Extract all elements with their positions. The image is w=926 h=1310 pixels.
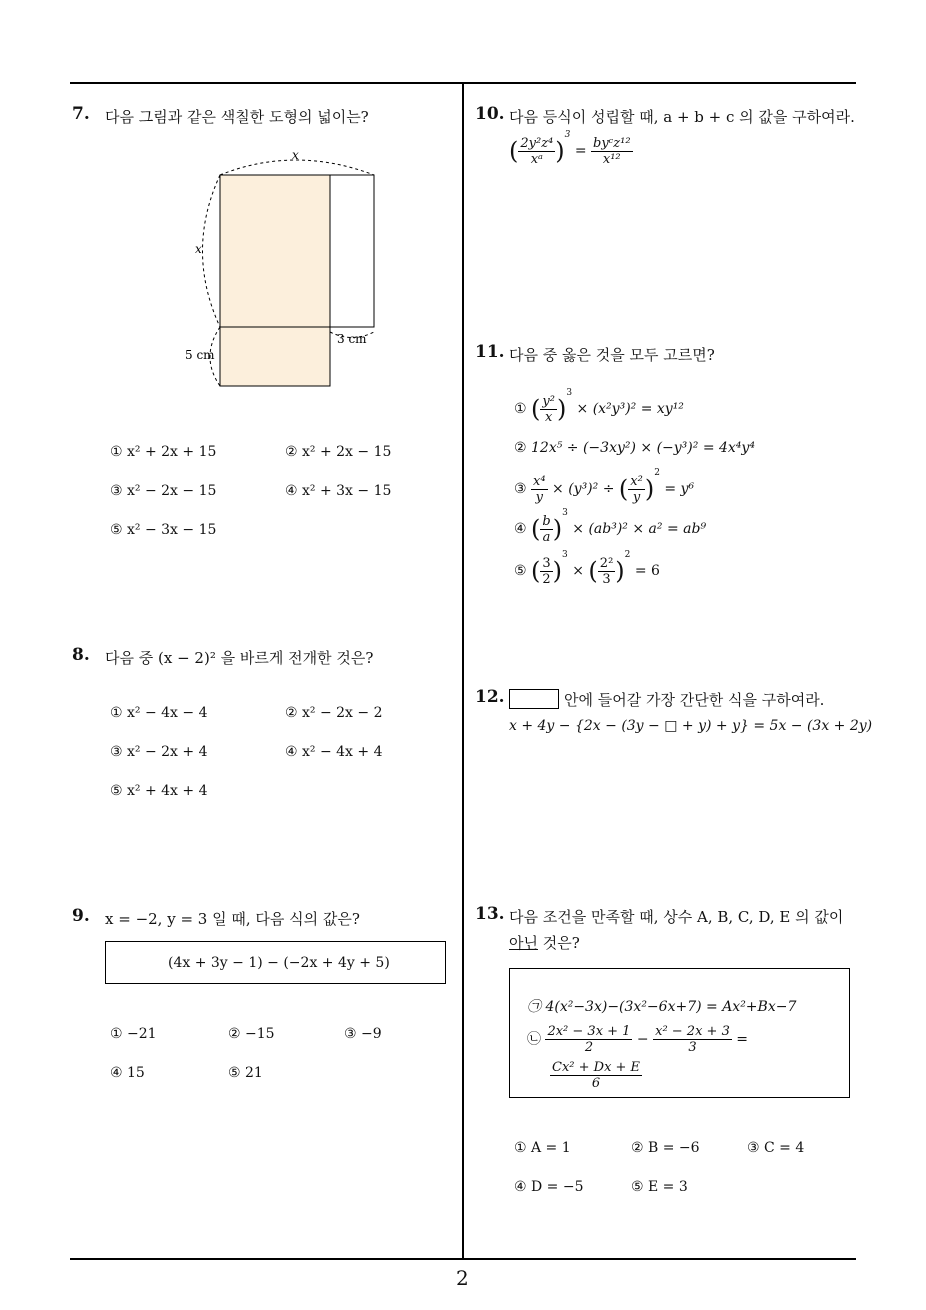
q11-o1-pow: 3 [566, 388, 573, 398]
q13-c2-f3den: 6 [591, 1076, 601, 1091]
q13-c2-f1num: 2x² − 3x + 1 [547, 1024, 631, 1039]
q12-number: 12. [475, 687, 505, 707]
q11-o3-f2num: x² [630, 473, 643, 489]
q13-option-5[interactable]: ⑤ E = 3 [631, 1179, 688, 1195]
q11-o5-rest: = 6 [634, 563, 660, 579]
q11-o5-mark: ⑤ [514, 563, 527, 579]
q10-rhs-den: x¹² [602, 151, 621, 167]
q9-option-3[interactable]: ③ −9 [344, 1026, 382, 1042]
q13-c2-f1den: 2 [584, 1040, 594, 1055]
q11-o3-mid: × (y³)² ÷ [552, 481, 615, 497]
q10-rhs-num: byᶜz¹² [593, 135, 631, 151]
q13-option-1[interactable]: ① A = 1 [514, 1140, 571, 1156]
bottom-rule [70, 1258, 856, 1260]
q8-option-1[interactable]: ① x² − 4x − 4 [110, 705, 208, 721]
q11-o3-mark: ③ [514, 481, 527, 497]
q11-o1-fnum: y² [542, 393, 555, 409]
q13-text2: 것은? [537, 934, 580, 952]
q8-option-5[interactable]: ⑤ x² + 4x + 4 [110, 783, 208, 799]
shaded-region [220, 175, 330, 386]
q10-lhs-num: 2y²z⁴ [520, 135, 554, 151]
q11-o5-f1den: 2 [542, 571, 551, 587]
q9-text: x = −2, y = 3 일 때, 다음 식의 값은? [105, 910, 360, 928]
q13-c2-f3num: Cx² + Dx + E [552, 1060, 641, 1075]
q9-option-4[interactable]: ④ 15 [110, 1065, 145, 1081]
label-x-left: x [195, 242, 202, 256]
q10-equation: ( $\frac{\text{2y²z⁴}}{\text{xᵃ}}$ )$^3$ = $\frac{\text{byᶜz¹²}}{\text{x¹²}}$ [509, 130, 631, 167]
column-divider [462, 82, 464, 1258]
q13-option-4[interactable]: ④ D = −5 [514, 1179, 584, 1195]
q13-condition-2-rhs [550, 1060, 642, 1091]
q11-o5-f1num: 3 [542, 555, 551, 571]
q9-option-2[interactable]: ② −15 [228, 1026, 275, 1042]
q7-text: 다음 그림과 같은 색칠한 도형의 넓이는? [105, 108, 369, 126]
q13-text: 다음 조건을 만족할 때, 상수 A, B, C, D, E 의 값이 [509, 908, 844, 926]
q11-o1-mark: ① [514, 401, 527, 417]
q11-option-3[interactable]: ③ $\frac{\text{x⁴}}{y}$ × (y³)² ÷ ( $\frac{\text{x²}}{y}$ )$^2$ = y⁶ [514, 468, 695, 505]
q11-o2-mark: ② [514, 440, 527, 456]
q11-o5-pow2: 2 [624, 550, 631, 560]
q13-text-line2 [509, 932, 580, 953]
q11-text: 다음 중 옳은 것을 모두 고르면? [509, 346, 715, 364]
q7-option-4[interactable]: ④ x² + 3x − 15 [285, 483, 392, 499]
label-5cm: 5 cm [185, 348, 215, 362]
q9-option-1[interactable]: ① −21 [110, 1026, 157, 1042]
q8-number: 8. [72, 645, 90, 665]
q13-c2-mark: ㉡ [527, 1031, 541, 1048]
q11-o1-fden: x [545, 409, 553, 425]
q13-option-3[interactable]: ③ C = 4 [747, 1140, 805, 1156]
q13-c2-eq: = [736, 1031, 749, 1048]
q11-o5-f2num: 2² [599, 555, 614, 571]
q11-o2-rest: 12x⁵ ÷ (−3xy²) × (−y³)² = 4x⁴y⁴ [531, 440, 755, 456]
q13-c2-f2num: x² − 2x + 3 [655, 1024, 730, 1039]
label-x-top: x [292, 148, 299, 162]
q11-o4-rest: × (ab³)² × a² = ab⁹ [572, 521, 707, 537]
q11-o4-fden: a [542, 529, 551, 545]
q9-option-5[interactable]: ⑤ 21 [228, 1065, 263, 1081]
q11-option-1[interactable]: ① ( $\frac{\text{y²}}{x}$ )$^3$ × (x²y³)² = xy¹² [514, 388, 684, 425]
q13-c2-minus: − [636, 1031, 649, 1048]
q11-o3-pow: 2 [654, 468, 660, 478]
q9-expression: (4x + 3y − 1) − (−2x + 4y + 5) [168, 955, 390, 971]
q8-option-2[interactable]: ② x² − 2x − 2 [285, 705, 383, 721]
q10-power: 3 [564, 130, 571, 140]
q11-o3-rest: = y⁶ [664, 481, 695, 497]
q7-option-5[interactable]: ⑤ x² − 3x − 15 [110, 522, 217, 538]
unshaded-region [330, 175, 374, 327]
q11-o3-f1num: x⁴ [533, 473, 546, 489]
q12-text: 안에 들어갈 가장 간단한 식을 구하여라. [564, 691, 825, 709]
q10-eq: = [574, 143, 587, 159]
q7-number: 7. [72, 104, 90, 124]
q10-text: 다음 등식이 성립할 때, a + b + c 의 값을 구하여라. [509, 108, 855, 126]
q11-option-5[interactable]: ⑤ ( $\frac{3}{2}$ )$^3$ × ( $\frac{\text{2²}}{3}$ )$^2$ = 6 [514, 550, 660, 587]
q7-option-2[interactable]: ② x² + 2x − 15 [285, 444, 392, 460]
q8-text: 다음 중 (x − 2)² 을 바르게 전개한 것은? [105, 649, 374, 667]
q11-o1-rest: × (x²y³)² = xy¹² [576, 401, 684, 417]
q12-blank-box[interactable] [509, 689, 559, 709]
q11-o3-f1den: y [535, 489, 543, 505]
q7-figure [185, 145, 390, 395]
q13-option-2[interactable]: ② B = −6 [631, 1140, 700, 1156]
q7-option-3[interactable]: ③ x² − 2x − 15 [110, 483, 217, 499]
q7-option-1[interactable]: ① x² + 2x + 15 [110, 444, 217, 460]
q13-condition-2 [527, 1024, 748, 1055]
q11-o5-mid: × [572, 563, 584, 579]
q9-number: 9. [72, 906, 90, 926]
q11-o5-f2den: 3 [602, 571, 611, 587]
q10-lhs-den: xᵃ [530, 151, 543, 167]
q10-number: 10. [475, 104, 505, 124]
q11-option-4[interactable]: ④ ( $\frac{b}{a}$ )$^3$ × (ab³)² × a² = ab⁹ [514, 508, 707, 545]
q13-condition-1: ㉠ 4(x²−3x)−(3x²−6x+7) = Ax²+Bx−7 [527, 999, 797, 1015]
label-3cm: 3 cm [337, 332, 367, 346]
q11-o3-f2den: y [632, 489, 641, 505]
q13-number: 13. [475, 904, 505, 924]
q11-number: 11. [475, 342, 505, 362]
q8-option-3[interactable]: ③ x² − 2x + 4 [110, 744, 208, 760]
q8-option-4[interactable]: ④ x² − 4x + 4 [285, 744, 383, 760]
q11-o4-pow: 3 [562, 508, 568, 518]
q11-o5-pow1: 3 [562, 550, 568, 560]
q13-c2-f2den: 3 [688, 1040, 697, 1055]
page-number: 2 [456, 1266, 469, 1290]
q11-o4-fnum: b [542, 513, 551, 529]
q13-underline: 아닌 [509, 934, 538, 952]
q11-option-2[interactable] [514, 440, 755, 456]
q12-expression: x + 4y − {2x − (3y − □ + y) + y} = 5x − (3x + 2y) [509, 718, 873, 734]
q11-o4-mark: ④ [514, 521, 527, 537]
